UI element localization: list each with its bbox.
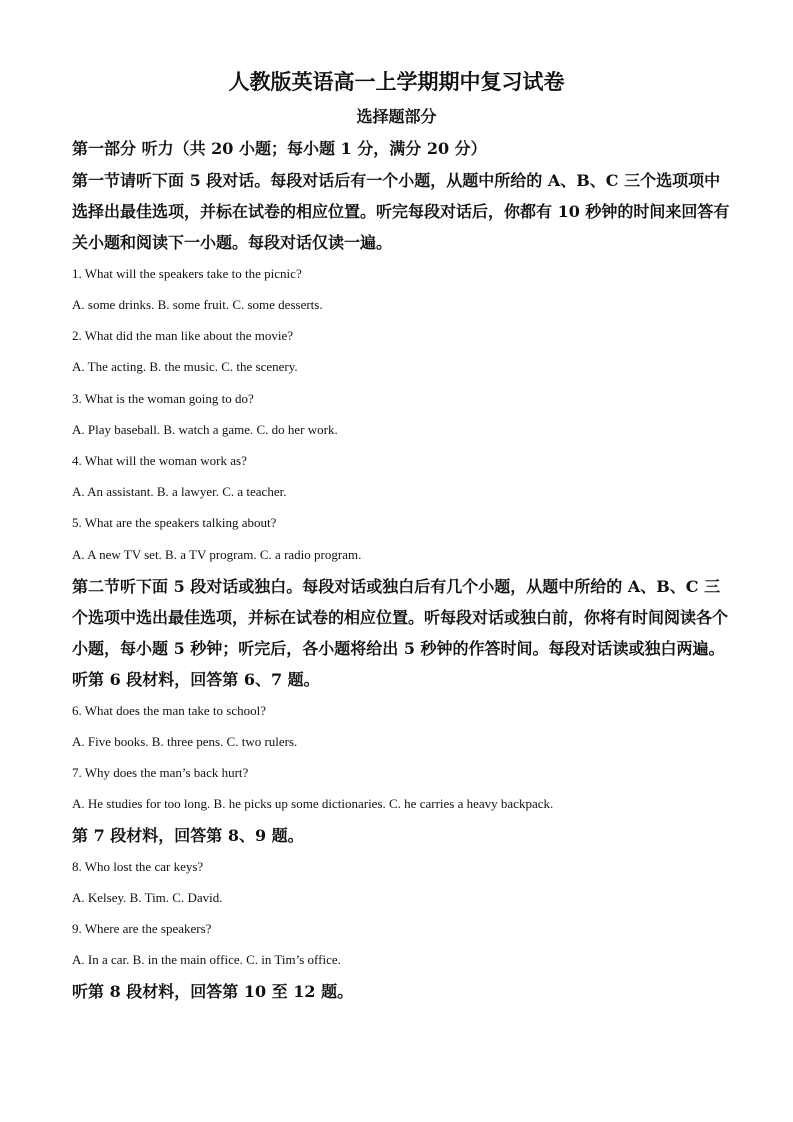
section-two-instructions: 第二节听下面 5 段对话或独白。每段对话或独白后有几个小题，从题中所给的 A、B、C 三个选项中选出最佳选项，并标在试卷的相应位置。听每段对话或独白前，你将有时间阅读各个小题，每小题 5 秒钟；听完后，各小题将给出 5 秒钟的作答时间。每段对话读或独白两遍。 xyxy=(72,577,729,658)
question-3: 3. What is the woman going to do? xyxy=(72,391,254,406)
question-2: 2. What did the man like about the movie? xyxy=(72,328,294,343)
part-one-heading: 第一部分 听力（共 20 小题；每小题 1 分，满分 20 分） xyxy=(72,139,487,158)
question-1-options: A. some drinks. B. some fruit. C. some desserts. xyxy=(72,297,323,312)
question-6: 6. What does the man take to school? xyxy=(72,703,266,718)
question-5-options: A. A new TV set. B. a TV program. C. a radio program. xyxy=(72,547,362,562)
material-6-heading: 听第 6 段材料，回答第 6、7 题。 xyxy=(72,670,320,689)
material-7-heading: 第 7 段材料，回答第 8、9 题。 xyxy=(72,826,304,845)
question-6-options: A. Five books. B. three pens. C. two rulers. xyxy=(72,734,298,749)
question-5: 5. What are the speakers talking about? xyxy=(72,515,277,530)
page-title: 人教版英语高一上学期期中复习试卷 xyxy=(228,69,565,94)
question-7: 7. Why does the man’s back hurt? xyxy=(72,765,249,780)
question-8: 8. Who lost the car keys? xyxy=(72,859,204,874)
question-1: 1. What will the speakers take to the picnic? xyxy=(72,266,302,281)
question-8-options: A. Kelsey. B. Tim. C. David. xyxy=(72,890,223,905)
question-3-options: A. Play baseball. B. watch a game. C. do her work. xyxy=(72,422,338,437)
question-4-options: A. An assistant. B. a lawyer. C. a teacher. xyxy=(72,484,287,499)
material-8-heading: 听第 8 段材料，回答第 10 至 12 题。 xyxy=(72,982,354,1001)
question-7-options: A. He studies for too long. B. he picks up some dictionaries. C. he carries a heavy backpack. xyxy=(72,796,554,811)
question-9-options: A. In a car. B. in the main office. C. in Tim’s office. xyxy=(72,952,341,967)
page-subtitle: 选择题部分 xyxy=(356,107,437,126)
question-4: 4. What will the woman work as? xyxy=(72,453,247,468)
question-2-options: A. The acting. B. the music. C. the scenery. xyxy=(72,359,298,374)
section-one-instructions: 第一节请听下面 5 段对话。每段对话后有一个小题，从题中所给的 A、B、C 三个选项项中选择出最佳选项，并标在试卷的相应位置。听完每段对话后，你都有 10 秒钟的时间来回答有关小题和阅读下一小题。每段对话仅读一遍。 xyxy=(72,171,730,252)
question-9: 9. Where are the speakers? xyxy=(72,921,212,936)
